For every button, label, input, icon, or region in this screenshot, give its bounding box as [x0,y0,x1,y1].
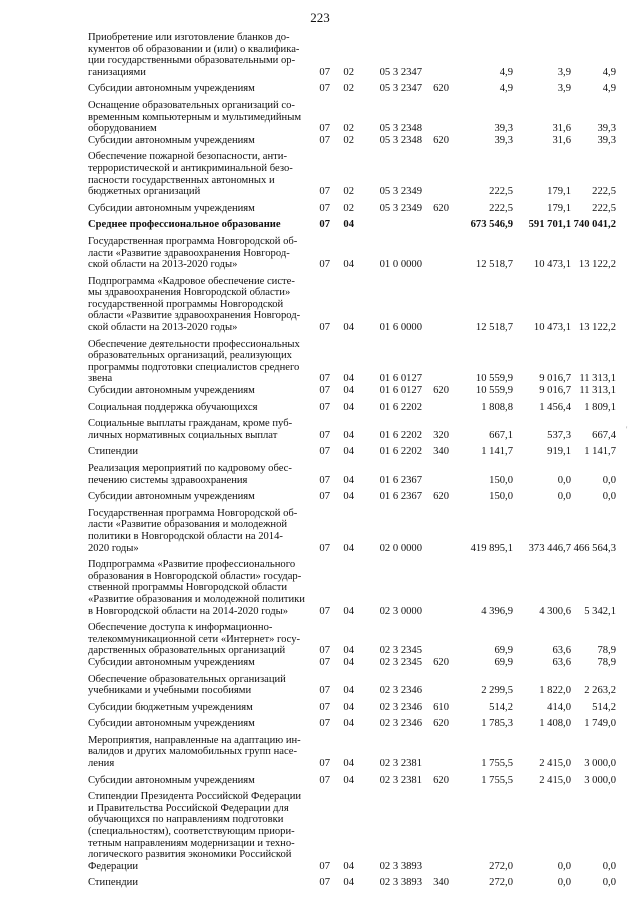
row-amount-year-1: 222,5 [489,186,513,198]
row-amount-year-3: 4,9 [602,66,616,78]
row-name: Реализация мероприятий по кадровому обес- печению системы здравоохранения [88,463,292,486]
row-expense-type: 320 [433,429,449,441]
table-row [88,718,616,730]
row-amount-year-2: 3,9 [557,83,571,95]
row-amount-year-3: 5 342,1 [584,605,616,617]
row-subsection-code: 04 [343,491,354,503]
row-subsection-code: 02 [343,123,354,135]
row-amount-year-3: 13 122,2 [578,259,616,271]
row-amount-year-3: 4,9 [602,83,616,95]
row-amount-year-3: 2 263,2 [584,685,616,697]
row-amount-year-1: 69,9 [494,645,513,657]
row-subsection-code: 04 [343,373,354,385]
row-section-code: 07 [319,685,330,697]
row-amount-year-2: 414,0 [547,701,571,713]
row-subsection-code: 04 [343,542,354,554]
table-row [88,775,616,787]
row-amount-year-1: 150,0 [489,491,513,503]
row-amount-year-2: 373 446,7 [528,542,571,554]
row-subsection-code: 04 [343,605,354,617]
table-row [88,339,616,385]
row-subsection-code: 04 [343,774,354,786]
row-amount-year-2: 919,1 [547,446,571,458]
row-amount-year-1: 10 559,9 [475,373,513,385]
row-name: Государственная программа Новгородской об- ласти «Развитие здравоохранения Новгород- ской области на 2013-2020 годы» [88,235,298,271]
row-target-article: 02 3 3893 [379,877,422,889]
row-expense-type: 610 [433,701,449,713]
row-name: Субсидии автономным учреждениям [88,134,255,146]
row-target-article: 05 3 2349 [379,186,422,198]
row-subsection-code: 04 [343,701,354,713]
row-target-article: 01 6 0000 [379,322,422,334]
row-name: Обеспечение доступа к информационно- телекоммуникационной сети «Интернет» госу- дарственных образовательных организаций [88,622,301,657]
row-amount-year-2: 2 415,0 [539,774,571,786]
row-name: Стипендии [88,877,138,889]
row-amount-year-2: 1 408,0 [539,718,571,730]
row-amount-year-1: 12 518,7 [475,259,513,271]
row-amount-year-3: 3 000,0 [584,758,616,770]
row-target-article: 02 3 2346 [379,718,422,730]
row-section-code: 07 [319,83,330,95]
row-amount-year-1: 4,9 [499,66,513,78]
row-name: Субсидии автономным учреждениям [88,385,255,397]
row-amount-year-3: 1 141,7 [584,446,616,458]
row-section-code: 07 [319,373,330,385]
row-name: Социальная поддержка обучающихся [88,401,258,413]
table-row [88,877,616,889]
row-section-code: 07 [319,774,330,786]
table-row [88,463,616,486]
row-name: Субсидии автономным учреждениям [88,202,255,214]
row-amount-year-2: 2 415,0 [539,758,571,770]
row-target-article: 05 3 2348 [379,134,422,146]
row-section-code: 07 [319,474,330,486]
row-amount-year-3: 11 313,1 [579,385,616,397]
row-subsection-code: 04 [343,429,354,441]
row-amount-year-2: 0,0 [557,860,571,872]
row-amount-year-1: 222,5 [489,202,513,214]
row-name: Субсидии автономным учреждениям [88,656,255,668]
row-subsection-code: 02 [343,66,354,78]
row-subsection-code: 04 [343,860,354,872]
row-amount-year-2: 179,1 [547,186,571,198]
row-target-article: 02 3 2381 [379,774,422,786]
row-amount-year-2: 4 300,6 [539,605,571,617]
row-target-article: 01 6 2202 [379,429,422,441]
table-row [88,657,616,669]
row-name: Социальные выплаты гражданам, кроме пуб- личных нормативных социальных выплат [88,418,293,441]
row-amount-year-3: 11 313,1 [579,373,616,385]
budget-table [88,32,616,889]
row-name: Субсидии бюджетным учреждениям [88,701,253,713]
table-row [88,83,616,95]
row-subsection-code: 04 [343,718,354,730]
row-target-article: 01 6 0127 [379,373,422,385]
row-expense-type: 620 [433,385,449,397]
row-section-code: 07 [319,202,330,214]
row-subsection-code: 04 [343,219,354,231]
row-name: Приобретение или изготовление бланков до- кументов об образовании и (или) о квалифика- ции государственными образовательными ор- ганизациями [88,32,300,78]
row-target-article: 01 6 2367 [379,474,422,486]
row-subsection-code: 04 [343,474,354,486]
row-subsection-code: 04 [343,656,354,668]
row-amount-year-1: 4,9 [499,83,513,95]
row-section-code: 07 [319,259,330,271]
row-amount-year-2: 0,0 [557,474,571,486]
table-row [88,791,616,872]
row-target-article: 02 3 2345 [379,656,422,668]
row-target-article: 02 3 2346 [379,701,422,713]
row-amount-year-2: 0,0 [557,491,571,503]
row-amount-year-3: 0,0 [602,860,616,872]
row-amount-year-1: 10 559,9 [475,385,513,397]
row-name: Мероприятия, направленные на адаптацию ин- валидов и других маломобильных групп насе- ления [88,734,301,770]
table-row [88,702,616,714]
row-name: Субсидии автономным учреждениям [88,83,255,95]
row-name: Субсидии автономным учреждениям [88,718,255,730]
row-amount-year-1: 419 895,1 [470,542,513,554]
row-target-article: 05 3 2349 [379,202,422,214]
row-amount-year-2: 9 016,7 [539,373,571,385]
row-name: Субсидии автономным учреждениям [88,491,255,503]
row-section-code: 07 [319,877,330,889]
row-subsection-code: 04 [343,322,354,334]
row-section-code: 07 [319,134,330,146]
row-subsection-code: 04 [343,385,354,397]
row-expense-type: 340 [433,877,449,889]
row-amount-year-3: 0,0 [602,474,616,486]
row-name: Оснащение образовательных организаций со- временным компьютерным и мультимедийным оборудованием [88,99,302,135]
row-section-code: 07 [319,429,330,441]
row-amount-year-2: 1 822,0 [539,685,571,697]
row-amount-year-1: 667,1 [489,429,513,441]
row-amount-year-2: 63,6 [552,645,571,657]
margin-mark: ' [626,425,628,434]
table-row [88,135,616,147]
row-expense-type: 620 [433,718,449,730]
row-amount-year-1: 39,3 [494,123,513,135]
row-subsection-code: 04 [343,645,354,657]
row-amount-year-2: 3,9 [557,66,571,78]
row-amount-year-3: 3 000,0 [584,774,616,786]
row-amount-year-3: 78,9 [597,656,616,668]
row-subsection-code: 04 [343,401,354,413]
row-amount-year-2: 31,6 [552,123,571,135]
row-section-code: 07 [319,645,330,657]
row-amount-year-3: 39,3 [597,134,616,146]
table-row [88,622,616,657]
row-name: Подпрограмма «Развитие профессионального образования в Новгородской области» государ- ственной программы Новгородской области «Развитие образования и молодежной политики в Новгородской области на 2014-2020 годы» [88,559,305,617]
row-target-article: 02 3 0000 [379,605,422,617]
row-target-article: 05 3 2347 [379,83,422,95]
row-name: Подпрограмма «Кадровое обеспечение систе- мы здравоохранения Новгородской области» государственной программы Новгородской области «Развитие здравоохранения Новгород- ской области на 2013-2020 годы» [88,275,301,334]
row-subsection-code: 04 [343,446,354,458]
row-amount-year-1: 1 755,5 [481,758,513,770]
row-amount-year-1: 4 396,9 [481,605,513,617]
row-name: Среднее профессиональное образование [88,219,281,231]
row-amount-year-1: 39,3 [494,134,513,146]
row-subsection-code: 04 [343,685,354,697]
table-row [88,418,616,441]
row-section-code: 07 [319,758,330,770]
row-subsection-code: 04 [343,758,354,770]
table-row [88,32,616,78]
row-section-code: 07 [319,542,330,554]
row-target-article: 02 3 2345 [379,645,422,657]
row-amount-year-1: 1 141,7 [481,446,513,458]
row-target-article: 02 0 0000 [379,542,422,554]
row-subsection-code: 02 [343,83,354,95]
row-section-code: 07 [319,656,330,668]
row-name: Обеспечение образовательных организаций учебниками и учебными пособиями [88,673,286,697]
row-section-code: 07 [319,322,330,334]
row-amount-year-2: 31,6 [552,134,571,146]
row-subsection-code: 02 [343,186,354,198]
row-amount-year-2: 10 473,1 [533,322,571,334]
row-name: Обеспечение пожарной безопасности, анти- террористической и антикриминальной безо- пасности государственных автономных и бюджетных организаций [88,151,293,198]
row-amount-year-3: 740 041,2 [573,219,616,231]
row-expense-type: 620 [433,491,449,503]
row-amount-year-2: 0,0 [557,877,571,889]
row-amount-year-1: 272,0 [489,877,513,889]
table-row [88,508,616,554]
row-target-article: 01 0 0000 [379,259,422,271]
row-section-code: 07 [319,123,330,135]
row-subsection-code: 04 [343,259,354,271]
row-subsection-code: 02 [343,134,354,146]
row-name: Стипендии [88,446,138,458]
row-expense-type: 620 [433,656,449,668]
row-section-code: 07 [319,605,330,617]
row-amount-year-3: 1 749,0 [584,718,616,730]
row-target-article: 01 6 2202 [379,401,422,413]
row-amount-year-1: 673 546,9 [470,219,513,231]
table-row [88,236,616,271]
row-target-article: 02 3 2381 [379,758,422,770]
row-section-code: 07 [319,385,330,397]
row-amount-year-3: 667,4 [592,429,616,441]
table-row [88,100,616,135]
row-amount-year-2: 63,6 [552,656,571,668]
row-section-code: 07 [319,446,330,458]
table-row [88,559,616,617]
row-name: Обеспечение деятельности профессиональных образовательных организаций, реализующих программы подготовки специалистов среднего звена [88,338,300,385]
row-amount-year-1: 2 299,5 [481,685,513,697]
row-name: Субсидии автономным учреждениям [88,774,255,786]
row-amount-year-1: 1 755,5 [481,774,513,786]
table-row [88,151,616,197]
row-amount-year-3: 1 809,1 [584,401,616,413]
row-target-article: 01 6 2367 [379,491,422,503]
row-amount-year-3: 0,0 [602,877,616,889]
row-amount-year-3: 466 564,3 [573,542,616,554]
table-row [88,276,616,334]
row-amount-year-2: 591 701,1 [528,219,571,231]
row-section-code: 07 [319,718,330,730]
table-row [88,491,616,503]
row-expense-type: 620 [433,202,449,214]
row-expense-type: 620 [433,774,449,786]
row-name: Государственная программа Новгородской об- ласти «Развитие образования и молодежной политики в Новгородской области на 2014- 2020 годы» [88,507,298,554]
table-row [88,385,616,397]
row-subsection-code: 04 [343,877,354,889]
row-section-code: 07 [319,66,330,78]
row-amount-year-1: 150,0 [489,474,513,486]
row-subsection-code: 02 [343,202,354,214]
row-section-code: 07 [319,219,330,231]
row-amount-year-2: 179,1 [547,202,571,214]
page-number: 223 [310,10,330,25]
row-section-code: 07 [319,491,330,503]
row-amount-year-3: 222,5 [592,202,616,214]
row-amount-year-1: 272,0 [489,860,513,872]
table-row [88,402,616,414]
row-section-code: 07 [319,860,330,872]
row-amount-year-3: 514,2 [592,701,616,713]
row-target-article: 02 3 2346 [379,685,422,697]
row-amount-year-1: 1 808,8 [481,401,513,413]
row-amount-year-1: 69,9 [494,656,513,668]
row-amount-year-2: 537,3 [547,429,571,441]
row-target-article: 01 6 0127 [379,385,422,397]
row-amount-year-3: 0,0 [602,491,616,503]
table-row [88,203,616,215]
row-amount-year-1: 12 518,7 [475,322,513,334]
row-amount-year-2: 9 016,7 [539,385,571,397]
table-row [88,674,616,697]
row-amount-year-3: 13 122,2 [578,322,616,334]
row-section-code: 07 [319,401,330,413]
row-section-code: 07 [319,186,330,198]
row-section-code: 07 [319,701,330,713]
table-row [88,446,616,458]
row-name: Стипендии Президента Российской Федерации и Правительства Российской Федерации для обучающихся по направлениям подготовки (специальностям), соответствующим приори- тетным направлениям модернизации и техно- логического развития экономики Российской Федерации [88,791,302,872]
row-amount-year-1: 1 785,3 [481,718,513,730]
row-expense-type: 620 [433,83,449,95]
row-target-article: 05 3 2347 [379,66,422,78]
row-amount-year-3: 78,9 [597,645,616,657]
row-amount-year-3: 39,3 [597,123,616,135]
row-target-article: 02 3 3893 [379,860,422,872]
row-expense-type: 340 [433,446,449,458]
row-target-article: 05 3 2348 [379,123,422,135]
row-amount-year-2: 10 473,1 [533,259,571,271]
table-row [88,219,616,231]
row-amount-year-2: 1 456,4 [539,401,571,413]
row-target-article: 01 6 2202 [379,446,422,458]
table-row [88,735,616,770]
row-amount-year-1: 514,2 [489,701,513,713]
row-amount-year-3: 222,5 [592,186,616,198]
row-expense-type: 620 [433,134,449,146]
